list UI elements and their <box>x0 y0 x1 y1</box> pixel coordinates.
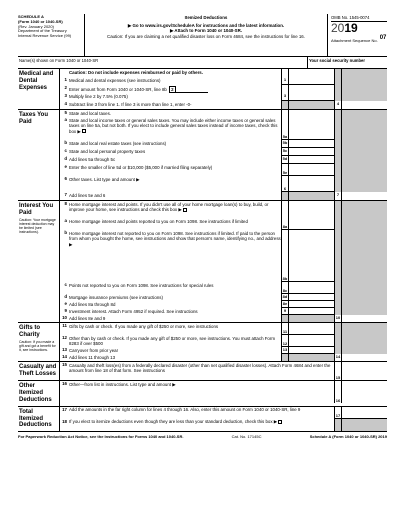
section-total: Total Itemized Deductions 17 Add the amounts in the far right column for lines 4 through 16. Also, enter this amount on Form 1040 or 1040-SR, line 9 17 18 If you elect to itemize deductions even though they are less than your standard deduction, check this box ▶ <box>18 407 387 433</box>
form-reference: (Form 1040 or 1040-SR) <box>18 18 63 24</box>
line-15-amount[interactable] <box>342 362 387 380</box>
line-9-text: Investment interest. Attach Form 4952 if required. See instructions <box>69 308 198 314</box>
line-2-text: Enter amount from Form 1040 or 1040-SR, line 8b <box>69 86 167 92</box>
section-medical: Medical and Dental Expenses Caution: Do not include expenses reimbursed or paid by others. 1 Medical and dental expenses (see instructions) 1 2 Enter amount from Form 1040 or 1040-SR, line 8b 2 3 Multiply line 2 by 7.5% (0.075) 3 4 Subtract line 3 from line 1. If line 3 is more than line 1, enter -0- 4 <box>18 69 387 110</box>
line-15-text: Casualty and theft loss(es) from a federally declared disaster (other than net qualified disaster losses). Attach Form 4684 and enter the amount from line 18 of that form. See instructions <box>69 362 331 373</box>
paperwork-notice: For Paperwork Reduction Act Notice, see the Instructions for Forms 1040 and 1040-SR. <box>18 434 184 440</box>
section-taxes: Taxes You Paid 5 State and local taxes. a State and local income taxes or general sales taxes. You may include either income taxes or general sales taxes on line 5a, but not both. If you elect to include general sales taxes instead of income taxes, check this box ▶ 5a b State and local real estate taxes (see instructions) 5b c State and local personal property taxes 5c d Add lines 5a through 5c 5d e Enter the smaller of line 5d or $10,000 ($5,000 if married filing separately) 5e 6 Other taxes. List type and amount ▶ 6 7 Add lines 5e and 6 7 <box>18 110 387 201</box>
line-5-text: State and local taxes. <box>69 110 111 116</box>
line-16-text: Other—from list in instructions. List type and amount ▶ <box>69 381 176 387</box>
interest-caution: Caution: Your mortgage interest deduction may be limited (see instructions). <box>19 217 56 235</box>
section-label: Taxes You Paid <box>18 110 60 200</box>
line-7-text: Add lines 5e and 6 <box>69 192 106 198</box>
line-4-text: Subtract line 3 from line 1. If line 3 is more than line 1, enter -0- <box>69 101 192 107</box>
form-header <box>18 14 387 57</box>
line-18-text: If you elect to itemize deductions even though they are less than your standard deduction, check this box <box>69 419 273 425</box>
line-3-text: Multiply line 2 by 7.5% (0.075) <box>69 93 128 99</box>
line-7-amount[interactable] <box>342 192 387 200</box>
header-center <box>85 14 327 56</box>
line-1-amount[interactable] <box>289 77 334 85</box>
header-right <box>327 14 387 56</box>
line-13-amount[interactable] <box>289 347 334 354</box>
line-8b-amount[interactable] <box>289 230 334 282</box>
line-8d-text: Mortgage insurance premiums (see instructions) <box>69 294 163 300</box>
section-label: Total Itemized Deductions <box>18 407 60 432</box>
line-8c-text: Points not reported to you on Form 1098. See instructions for special rules <box>69 282 214 288</box>
name-field[interactable]: Name(s) shown on Form 1040 or 1040-SR <box>19 58 99 63</box>
ssn-field[interactable]: Your social security number <box>307 57 387 68</box>
section-label: Casualty and Theft Losses <box>18 362 60 380</box>
line-8a-amount[interactable] <box>289 218 334 230</box>
line-9-amount[interactable] <box>289 308 334 315</box>
omb-number: OMB No. 1545-0074 <box>331 15 387 22</box>
medical-caution: Caution: Do not include expenses reimbursed or paid by others. <box>69 69 203 75</box>
schedule-name: SCHEDULE A <box>18 14 44 19</box>
form-id: Schedule A (Form 1040 or 1040-SR) 2019 <box>309 434 387 440</box>
line-8e-text: Add lines 8a through 8d <box>69 301 116 307</box>
line-1-text: Medical and dental expenses (see instructions) <box>69 77 161 83</box>
line-6-amount[interactable] <box>289 176 334 192</box>
line-5d-amount[interactable] <box>289 156 334 164</box>
line-14-text: Add lines 11 through 13 <box>69 354 116 360</box>
line-5b-amount[interactable] <box>289 140 334 148</box>
line-14-amount[interactable] <box>342 354 387 361</box>
line-5e-amount[interactable] <box>289 164 334 176</box>
line-5a-amount[interactable] <box>289 117 334 140</box>
department: Department of the Treasury <box>18 28 67 34</box>
section-gifts: Gifts to Charity Caution: If you made a gift and got a benefit for it, see instructions. 11 Gifts by cash or check. If you made any gift of $250 or more, see instructions 11 12 Other than by cash or check. If you made any gift of $250 or more, see instructions. You must attach Form 8283 if over $500 12 13 Carryover from prior year 13 14 Add lines 11 through 13 14 <box>18 323 387 362</box>
line-3-amount[interactable] <box>289 93 334 101</box>
line-17-amount[interactable] <box>342 407 387 419</box>
line-8d-amount[interactable] <box>289 294 334 301</box>
line-8a-text: Home mortgage interest and points reported to you on Form 1098. See instructions if limited <box>69 218 248 224</box>
section-label: Medical and Dental Expenses <box>18 69 60 109</box>
line-5d-text: Add lines 5a through 5c <box>69 156 116 162</box>
header-caution: Caution: If you are claiming a net qualified disaster loss on Form 4684, see the instructions for line 16. <box>107 34 305 40</box>
attachment-sequence: Attachment Sequence No. 07 <box>331 35 387 43</box>
line-12-amount[interactable] <box>289 335 334 347</box>
instructions-link: ▶ Go to www.irs.gov/ScheduleA for instructions and the latest information. <box>127 22 285 28</box>
section-casualty: Casualty and Theft Losses 15 Casualty and theft loss(es) from a federally declared disaster (other than net qualified disaster losses). Attach Form 4684 and enter the amount from line 18 of that form. See instructions 15 <box>18 362 387 381</box>
attach-note: ▶ Attach to Form 1040 or 1040-SR. <box>169 28 243 34</box>
line-5a-text: State and local income taxes or general sales taxes. You may include either income taxes or general sales taxes on line 5a, but not both. If you elect to include general sales taxes instead of income taxes, check this box <box>69 117 278 134</box>
line-11-text: Gifts by cash or check. If you made any gift of $250 or more, see instructions <box>69 323 219 329</box>
form-footer <box>18 431 387 439</box>
line-5b-text: State and local real estate taxes (see instructions) <box>69 140 167 146</box>
line-17-text: Add the amounts in the far right column for lines 4 through 16. Also, enter this amount on Form 1040 or 1040-SR, line 9 <box>69 407 301 413</box>
line-10-amount[interactable] <box>342 315 387 322</box>
mortgage-checkbox[interactable] <box>183 208 187 212</box>
section-other: Other Itemized Deductions 16 Other—from list in instructions. List type and amount ▶ 16 <box>18 381 387 407</box>
line-5e-text: Enter the smaller of line 5d or $10,000 ($5,000 if married filing separately) <box>69 164 213 170</box>
sales-tax-checkbox[interactable] <box>82 129 86 133</box>
tax-year: 2019 <box>331 21 358 36</box>
section-label: Other Itemized Deductions <box>18 381 60 406</box>
line-11-amount[interactable] <box>289 323 334 335</box>
name-ssn-row <box>18 57 387 69</box>
line-8c-amount[interactable] <box>289 282 334 294</box>
line-4-amount[interactable] <box>342 101 387 109</box>
revision-date: (Rev. January 2020) <box>18 23 54 29</box>
catalog-number: Cat. No. 17145C <box>231 434 262 440</box>
section-label: Interest You Paid Caution: Your mortgage interest deduction may be limited (see instructions). <box>18 201 60 322</box>
section-label: Gifts to Charity Caution: If you made a gift and got a benefit for it, see instructions. <box>18 323 60 361</box>
form-title: Itemized Deductions <box>184 15 228 20</box>
line-6-text: Other taxes. List type and amount ▶ <box>69 176 140 182</box>
line-13-text: Carryover from prior year <box>69 347 119 353</box>
line-5c-amount[interactable] <box>289 148 334 156</box>
line-8-text: Home mortgage interest and points. If you didn't use all of your home mortgage loan(s) to buy, build, or improve your home, see instructions and check this box <box>69 201 269 212</box>
line-8e-amount[interactable] <box>289 301 334 308</box>
line-16-amount[interactable] <box>342 381 387 403</box>
line-8b-text: Home mortgage interest not reported to you on Form 1098. See instructions if limited. If paid to the person from whom you bought the home, see instructions and show that person's name, identifying no., and address ▶ <box>69 230 281 247</box>
irs-label: Internal Revenue Service (99) <box>18 33 72 39</box>
itemize-election-checkbox[interactable] <box>278 420 282 424</box>
section-interest: Interest You Paid Caution: Your mortgage interest deduction may be limited (see instructions). 8 Home mortgage interest and points. If you didn't use all of your home mortgage loan(s) to buy, build, or improve your home, see instructions and check this box ▶ a Home mortgage interest and points reported to you on Form 1098. See instructions if limited 8a b Home mortgage interest not reported to you on Form 1098. See instructions if limited. If paid to the person from whom you bought the home, see instructions and show that person's name, identifying no., and address ▶ 8b c Points not reported to you on Form 1098. See instructions for special rules 8c d Mortgage insurance premiums (see instructions) 8d e Add lines 8a through 8d 8e 9 Investment interest. Attach Form 4952 if required. See instructions 9 10 Add lines 8e and 9 10 <box>18 201 387 323</box>
gifts-caution: Caution: If you made a gift and got a benefit for it, see instructions. <box>19 339 56 353</box>
line-5c-text: State and local personal property taxes <box>69 148 146 154</box>
line-10-text: Add lines 8e and 9 <box>69 315 106 321</box>
line-12-text: Other than by cash or check. If you made any gift of $250 or more, see instructions. You must attach Form 8283 if over $500 <box>69 335 275 346</box>
header-left <box>18 14 85 56</box>
